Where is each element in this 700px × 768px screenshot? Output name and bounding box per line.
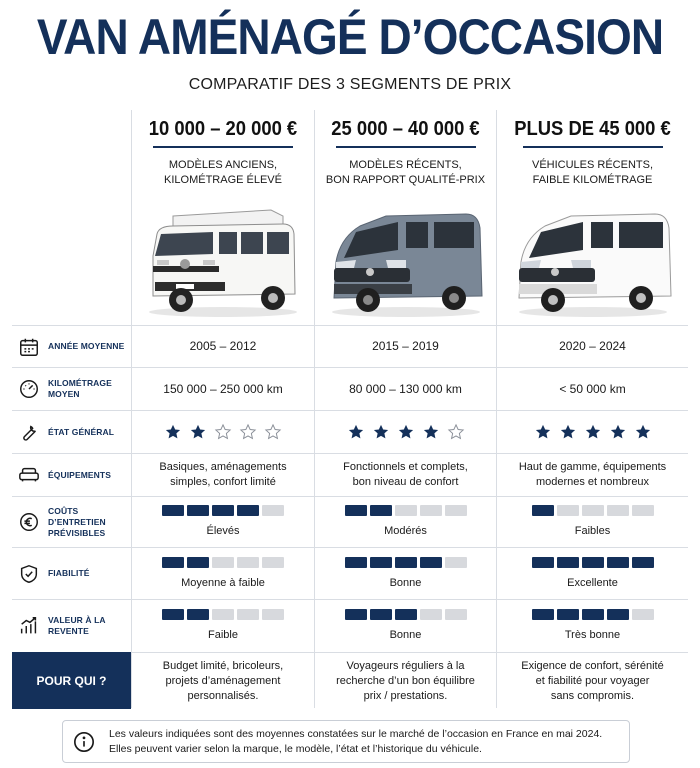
level-bar-filled [162,505,184,516]
cell-value: 150 000 – 250 000 km [163,381,283,396]
level-bar-filled [532,609,554,620]
level-bar-filled [420,557,442,568]
level-bar-filled [212,505,234,516]
level-bar-empty [212,609,234,620]
level-bar-empty [212,557,234,568]
stars-cell-1 [132,411,314,453]
star-filled-icon [634,423,652,441]
info-note [62,720,630,763]
level-bar-filled [237,505,259,516]
segment-description: MODÈLES ANCIENS, KILOMÉTRAGE ÉLEVÉ [164,159,282,186]
row-label: FIABILITÉ [12,548,132,599]
row-fiabilite [12,547,688,599]
level-bar-filled [557,609,579,620]
level-cell-3: Faibles [497,497,688,547]
segment-price: 25 000 – 40 000 € [331,118,480,140]
star-filled-icon [397,423,415,441]
level-bar-filled [187,557,209,568]
level-cell-1: Faible [132,600,314,652]
row-label: ANNÉE MOYENNE [12,326,132,367]
growth-chart-icon [18,615,40,637]
row-equipements [12,453,688,496]
price-underline [523,146,663,148]
level-bar-empty [262,505,284,516]
star-empty-icon [214,423,232,441]
cell-value: Exigence de confort, sérénité et fiabilité pour voyager sans compromis. [521,660,664,702]
pour-qui-label: POUR QUI ? [12,652,131,709]
level-bar-empty [445,557,467,568]
star-filled-icon [164,423,182,441]
page-subtitle: COMPARATIF DES 3 SEGMENTS DE PRIX [188,76,512,93]
level-bar-empty [557,505,579,516]
level-bar-empty [420,609,442,620]
star-empty-icon [239,423,257,441]
level-bar-filled [557,557,579,568]
level-bar-filled [395,609,417,620]
level-cell-2: Modérés [315,497,496,547]
sofa-icon [18,464,40,486]
star-filled-icon [609,423,627,441]
cell-value: Budget limité, bricoleurs, projets d’aménagement personnalisés. [162,660,284,702]
level-bar-filled [532,557,554,568]
level-bar-filled [162,557,184,568]
level-cell-3: Excellente [497,548,688,599]
star-filled-icon [422,423,440,441]
van-grey-image [326,202,486,320]
level-bar-filled [582,609,604,620]
level-bar-filled [345,557,367,568]
van-old-image [143,202,303,320]
row-label: ÉTAT GÉNÉRAL [12,411,132,453]
star-empty-icon [447,423,465,441]
level-bar-filled [607,557,629,568]
level-bar-empty [237,557,259,568]
level-bar-filled [607,609,629,620]
level-bar-empty [445,505,467,516]
segment-description: VÉHICULES RÉCENTS, FAIBLE KILOMÉTRAGE [531,159,654,186]
cell-value: Haut de gamme, équipements modernes et nombreux [518,461,667,488]
level-cell-2: Bonne [315,600,496,652]
row-kilometrage [12,367,688,410]
calendar-icon [18,336,40,358]
euro-icon [18,511,40,533]
info-note-text: Les valeurs indiquées sont des moyennes constatées sur le marché de l’occasion en France en mai 2024. Elles peuvent varier selon la marque, le modèle, l’état et l’historique du véhicule. [109,727,603,755]
van-white-image [513,202,673,320]
row-annee-moyenne [12,325,688,367]
row-label: COÛTS D’ENTRETIEN PRÉVISIBLES [12,497,132,547]
level-cell-1: Moyenne à faible [132,548,314,599]
level-bar-empty [262,557,284,568]
level-bar-filled [187,609,209,620]
level-cell-2: Bonne [315,548,496,599]
cell-value: Voyageurs réguliers à la recherche d’un bon équilibre prix / prestations. [336,660,475,702]
star-filled-icon [534,423,552,441]
info-icon [73,731,95,753]
star-filled-icon [347,423,365,441]
level-bar-empty [262,609,284,620]
cell-value: 2020 – 2024 [559,339,626,353]
segment-header-2 [315,110,496,325]
star-empty-icon [264,423,282,441]
star-filled-icon [189,423,207,441]
cell-value: < 50 000 km [559,381,626,396]
row-label: ÉQUIPEMENTS [12,454,132,496]
star-filled-icon [584,423,602,441]
row-valeur-revente [12,599,688,652]
stars-cell-3 [497,411,688,453]
row-label: VALEUR À LA REVENTE [12,600,132,652]
level-bar-filled [370,557,392,568]
level-cell-1: Élevés [132,497,314,547]
level-bar-filled [162,609,184,620]
level-cell-3: Très bonne [497,600,688,652]
cell-value: Basiques, aménagements simples, confort limité [159,461,287,488]
segment-description: MODÈLES RÉCENTS, BON RAPPORT QUALITÉ-PRIX [325,159,486,186]
price-underline [336,146,476,148]
cell-value: 80 000 – 130 000 km [349,381,462,396]
level-bar-empty [607,505,629,516]
level-bar-filled [582,557,604,568]
star-filled-icon [372,423,390,441]
level-bar-filled [532,505,554,516]
level-bar-empty [582,505,604,516]
segment-price: PLUS DE 45 000 € [514,118,671,140]
star-filled-icon [559,423,577,441]
level-bar-empty [395,505,417,516]
level-bar-filled [345,505,367,516]
level-bar-empty [445,609,467,620]
cell-value: 2015 – 2019 [372,339,439,353]
row-label: KILOMÉTRAGE MOYEN [12,368,132,410]
level-bar-empty [632,505,654,516]
level-bar-filled [370,505,392,516]
stars-cell-2 [315,411,496,453]
level-bar-filled [345,609,367,620]
wrench-icon [18,421,40,443]
shield-check-icon [18,563,40,585]
segment-header-1 [132,110,314,325]
page-title: VAN AMÉNAGÉ D’OCCASION [36,9,664,65]
level-bar-filled [395,557,417,568]
level-bar-filled [632,557,654,568]
level-bar-filled [370,609,392,620]
level-bar-empty [632,609,654,620]
row-etat-general [12,410,688,453]
speedometer-icon [18,378,40,400]
level-bar-empty [237,609,259,620]
price-underline [153,146,293,148]
cell-value: Fonctionnels et complets, bon niveau de confort [343,461,468,488]
segment-price: 10 000 – 20 000 € [148,118,298,140]
cell-value: 2005 – 2012 [189,339,257,353]
row-couts-entretien [12,496,688,547]
segment-header-3 [497,110,688,325]
level-bar-empty [420,505,442,516]
level-bar-filled [187,505,209,516]
